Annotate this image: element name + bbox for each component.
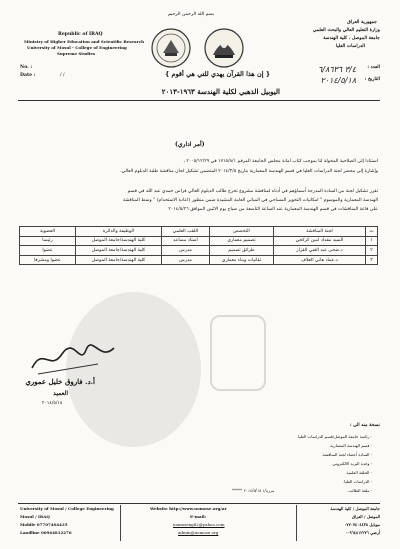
header-ar-date-value: ٢٠١٤/٥/١٨ <box>320 76 356 85</box>
header-en-line4: Supreme Studies <box>57 51 96 56</box>
header-ar-line2: وزارة التعليم العالي والبحث العلمي <box>312 28 380 33</box>
footer-ar-line1: جامعة الموصل / كلية الهندسة <box>330 506 380 511</box>
university-logo-icon <box>150 27 192 69</box>
signatory-name: أ.د. فاروق خليل عموري <box>25 377 95 386</box>
table-header-cell: لجنة المناقشة <box>274 227 366 237</box>
table-cell: كلية الهندسة/جامعة الموصل <box>76 246 162 256</box>
header-divider <box>18 100 380 101</box>
header-ar-line1: جمهورية العراق <box>347 20 377 25</box>
table-cell: ١ <box>366 236 378 246</box>
header-en-line2: Ministry of Higher Education and Scientific Research <box>24 39 145 44</box>
footer-email-label: E-mail: <box>190 514 207 519</box>
table-header-cell: التخصص <box>210 227 274 237</box>
header-ar-line3: جامعة الموصل ، كلية الهندسة <box>323 36 380 41</box>
table-cell: ٢ <box>366 246 378 256</box>
college-logo-icon <box>203 27 245 69</box>
basmala: بسم الله الرحمن الرحيم <box>168 12 215 17</box>
table-cell: كلية الهندسة/جامعة الموصل <box>76 236 162 246</box>
copies-title: نسخة منه الى : <box>349 423 380 428</box>
table-header-cell: ت <box>366 227 378 237</box>
footer-en-line3: Mobile 07707404435 <box>20 522 68 527</box>
signatory-title: العميد <box>53 390 68 397</box>
table-header-cell: العضوية <box>20 227 76 237</box>
committee-table <box>19 226 378 265</box>
table-cell: عضوا <box>20 246 76 256</box>
table-header-cell: اللقب العلمي <box>162 227 210 237</box>
jubilee-line: اليوبيل الذهبي لكلية الهندسة ١٩٦٣-٢٠١٣ <box>161 87 280 96</box>
header-ar-line4: الدراسات العليا <box>336 44 365 49</box>
footer-en-line4: Landline 00964812276 <box>20 530 72 535</box>
table-cell: مدرس <box>162 246 210 256</box>
table-row <box>20 246 378 256</box>
table-cell: مدرس <box>162 255 210 265</box>
footer-website: Website http://www.uomose.org/ar <box>150 506 227 511</box>
signature-icon <box>28 338 118 378</box>
table-cell: أستاذ مساعد <box>162 236 210 246</box>
table-cell: د.ضحى عبد الغني القزاز <box>274 246 366 256</box>
table-cell: السيد مقداد امين كركجي <box>274 236 366 246</box>
body-paragraph-4: الهندسة المعمارية والموسوم " امكانيات التحوير المساحي في المباني العامة المشيدة ضمن منظور (اعادة الاستخدام) " وسط المناقشة <box>122 198 378 203</box>
table-cell: ٣ <box>366 255 378 265</box>
copies-note: ***** مرزه/١ ٢٠١٤/٥/١٨ <box>232 488 275 493</box>
copies-item: - الدراسات العليا. <box>343 479 372 484</box>
table-row <box>20 255 378 265</box>
footer-separator <box>296 505 297 541</box>
table-cell: تصميم معماري <box>210 236 274 246</box>
header-en-line1: Republic of IRAQ <box>58 32 103 37</box>
header-en-line3: University of Mosul - College of Engineering <box>27 45 127 50</box>
order-title: (أمر اداري) <box>175 141 205 148</box>
table-header-row <box>20 227 378 237</box>
table-cell: عضوا ومشرفا <box>20 255 76 265</box>
footer-email-link[interactable]: uomoseng82@yahoo.com <box>173 522 225 527</box>
body-paragraph-3: تقرر تشكيل لجنة من السادة المدرجة أسماؤهم في أدناه لمناقشة مشروع تخرج طالب الدبلوم العالي فراس حمدي عبد الله في قسم <box>127 189 378 194</box>
body-paragraph-2: وإشارة إلى محضر لجنة الدراسات العليا في قسم الهندسة المعمارية بتاريخ ٢٠١٤/٣/٥ المتضمن تشكيل لجان مناقشة طلبة الدبلوم العالي. <box>120 169 378 174</box>
header-ar-no-value: ٣/٤ ٦/٨٦٣٦ <box>317 65 356 74</box>
footer-divider <box>18 503 380 504</box>
footer-en-line2: Mosul / IRAQ <box>20 514 50 519</box>
copies-item: - رئاسة جامعة الموصل/قسم الدراسات العليا. <box>296 434 372 439</box>
copies-item: - الحلقة العلمية. <box>345 470 372 475</box>
table-cell: د.عماد هاني العلاف <box>274 255 366 265</box>
table-cell: طرائق تصميم <box>210 246 274 256</box>
footer-email-link[interactable]: admin@uomose.org <box>178 530 219 535</box>
table-cell: رئيسا <box>20 236 76 246</box>
quran-verse: { إن هذا القرآن يهدي للتي هي أقوم } <box>165 70 270 78</box>
signature-date: ٢٠١٤/٥/١٨ <box>42 401 63 406</box>
jubilee-watermark <box>210 315 266 391</box>
copies-item: - ملفة الطالب. <box>347 488 372 493</box>
footer-ar-line4: أرضي ٠٠٩٦٤٨١٢٢٧٦ <box>345 530 380 535</box>
header-ar-no-label: العدد : <box>367 65 380 70</box>
copies-item: - وحدة البريد الالكتروني. <box>331 461 372 466</box>
footer-separator <box>120 505 121 541</box>
body-paragraph-5: على قاعة المناقشات في قسم الهندسة المعمارية عند الساعة التاسعة من صباح يوم الاثنين الموافق ٢٠١٤/٥/٢٦ <box>168 207 378 212</box>
header-en-date-value: / / <box>60 73 65 78</box>
header-ar-date-label: التاريخ : <box>364 77 380 82</box>
table-header-cell: الوظيفة والدائرة <box>76 227 162 237</box>
header-en-no-label: No. : <box>20 65 33 70</box>
table-row <box>20 236 378 246</box>
footer-en-line1: University of Mosul / College Engineering <box>20 506 114 511</box>
footer-ar-line3: موبايل ٠٧٧٠٧٤٠٤٤٣٥ <box>344 522 380 527</box>
footer-ar-line2: الموصل / العراق <box>351 514 380 519</box>
table-cell: تقانيات وبناء معماري <box>210 255 274 265</box>
copies-item: - السادة أعضاء لجنة المناقشة. <box>321 452 372 457</box>
body-paragraph-1: استنادا إلى الصلاحية المخولة لنا بموجب كتاب امانة مجلس الجامعة المرقم ١٧١٥/٨/١ في ٢٠٠٥/١٢/٢٩ ، <box>183 159 378 164</box>
copies-item: - قسم الهندسة المعمارية. <box>329 443 372 448</box>
table-cell: كلية الهندسة/جامعة الموصل <box>76 255 162 265</box>
header-en-date-label: Date : <box>20 73 36 78</box>
